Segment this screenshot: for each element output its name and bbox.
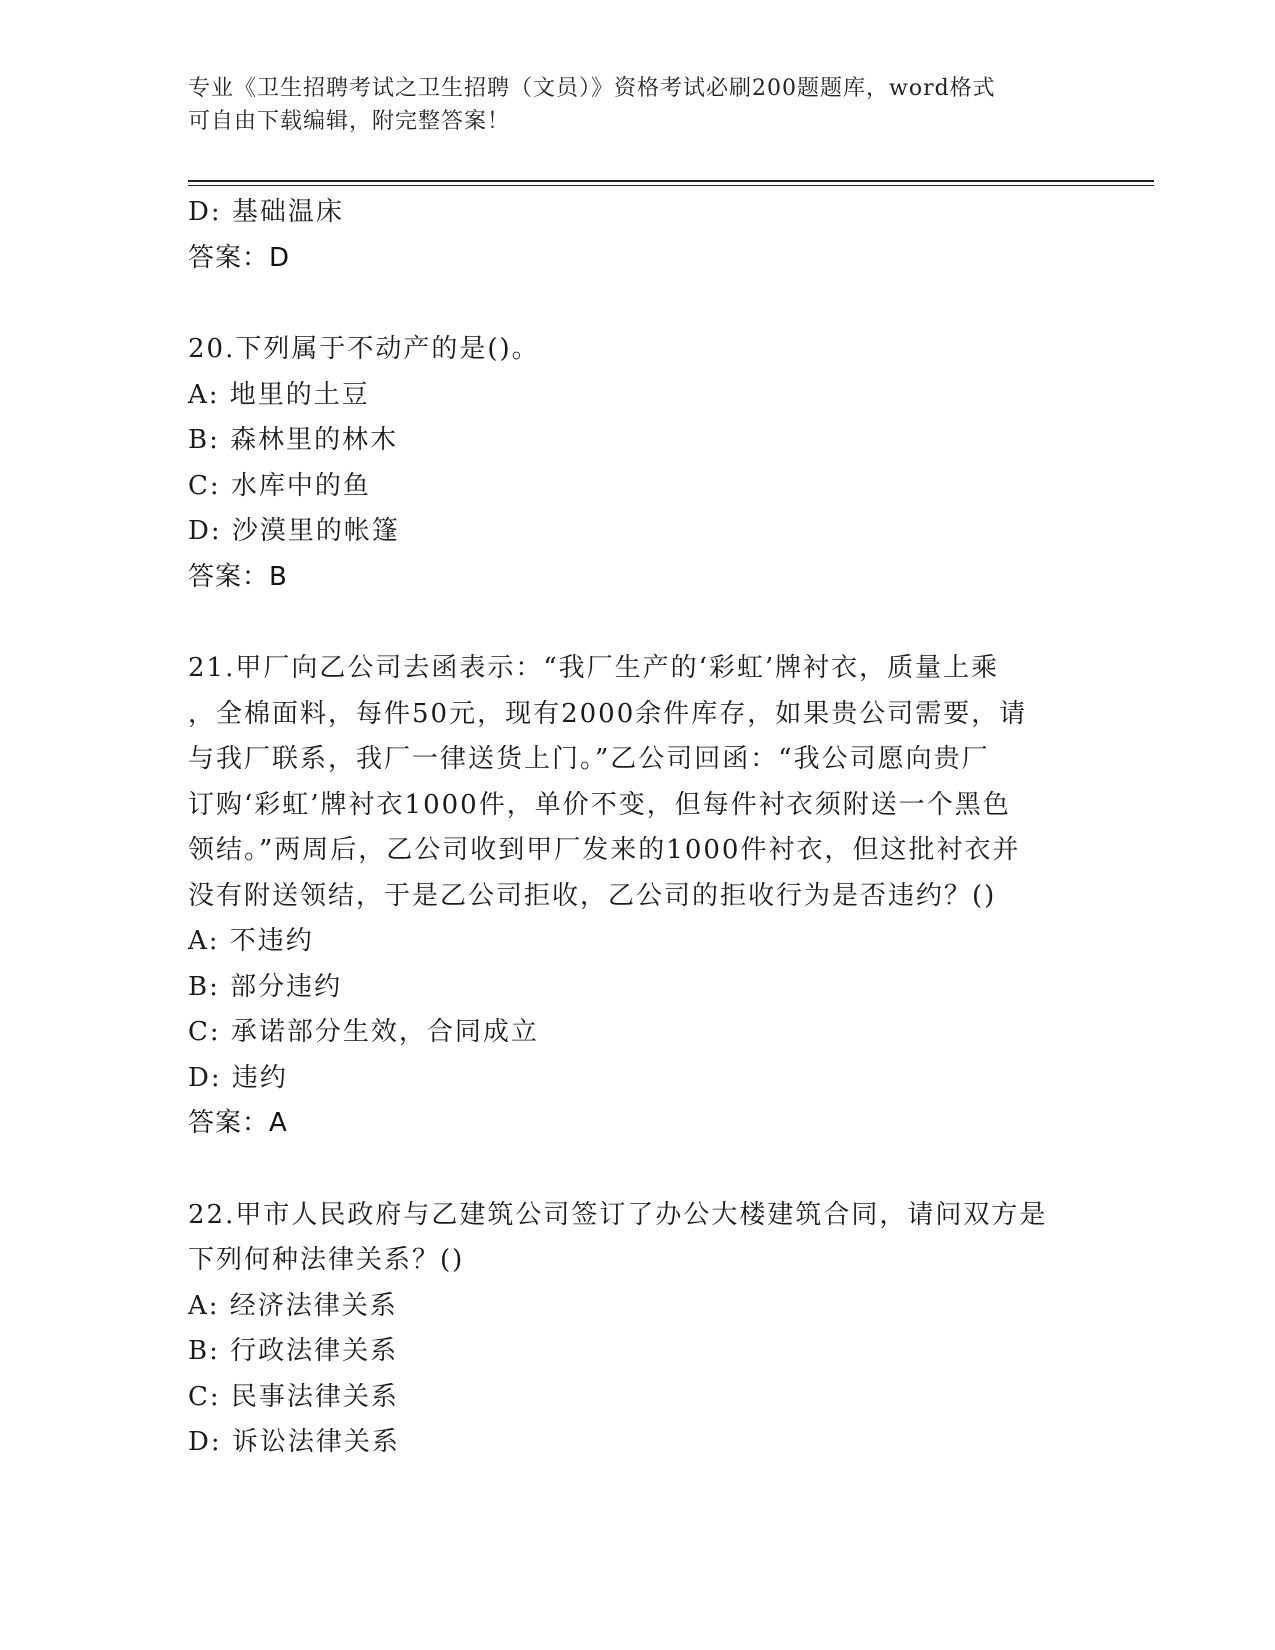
question-21 [188, 646, 1068, 1147]
option-c: C: 水库中的鱼 [188, 470, 371, 501]
question-content [188, 190, 1068, 1466]
option-d: D: 诉讼法律关系 [188, 1427, 400, 1457]
option-a: A: 地里的土豆 [188, 379, 370, 410]
option-d: D: 违约 [188, 1062, 288, 1093]
question-stem: 21.甲厂向乙公司去函表示：“我厂生产的‘彩虹’牌衬衣，质量上乘 ，全棉面料，每件50元，现有2000余件库存，如果贵公司需要，请 与我厂联系，我厂一律送货上门。”乙公司回函：“我公司愿向贵厂 订购‘彩虹’牌衬衣1000件，单价不变，但每件衬衣须附送一个黑色 领结。”两周后，乙公司收到甲厂发来的1000件衬衣，但这批衬衣并 没有附送领结，于是乙公司拒收，乙公司的拒收行为是否违约？() [188, 653, 1028, 911]
page-header [188, 72, 1068, 138]
header-title-line-1: 专业《卫生招聘考试之卫生招聘（文员）》资格考试必刷200题题库，word格式 [188, 76, 996, 101]
question-22 [188, 1193, 1068, 1466]
option-d: D: 沙漠里的帐篷 [188, 516, 400, 546]
question-stem: 22.甲市人民政府与乙建筑公司签订了办公大楼建筑合同，请问双方是 下列何种法律关系？() [188, 1199, 1048, 1275]
question-19-tail [188, 190, 1068, 281]
option-c: C: 民事法律关系 [188, 1381, 399, 1412]
header-divider-thin [188, 185, 1154, 186]
option-c: C: 承诺部分生效，合同成立 [188, 1017, 539, 1047]
answer-line: 答案：B [188, 561, 288, 592]
answer-line: 答案：A [188, 1108, 288, 1138]
option-d: D: 基础温床 [188, 197, 344, 227]
header-divider [188, 180, 1154, 182]
question-20 [188, 327, 1068, 600]
option-b: B: 森林里的林木 [188, 425, 399, 455]
question-stem: 20.下列属于不动产的是()。 [188, 334, 540, 364]
answer-line: 答案：D [188, 242, 291, 273]
option-b: B: 行政法律关系 [188, 1336, 399, 1366]
option-a: A: 经济法律关系 [188, 1290, 398, 1321]
header-title-line-2: 可自由下载编辑，附完整答案！ [188, 109, 511, 134]
option-a: A: 不违约 [188, 926, 314, 956]
option-b: B: 部分违约 [188, 971, 343, 1002]
